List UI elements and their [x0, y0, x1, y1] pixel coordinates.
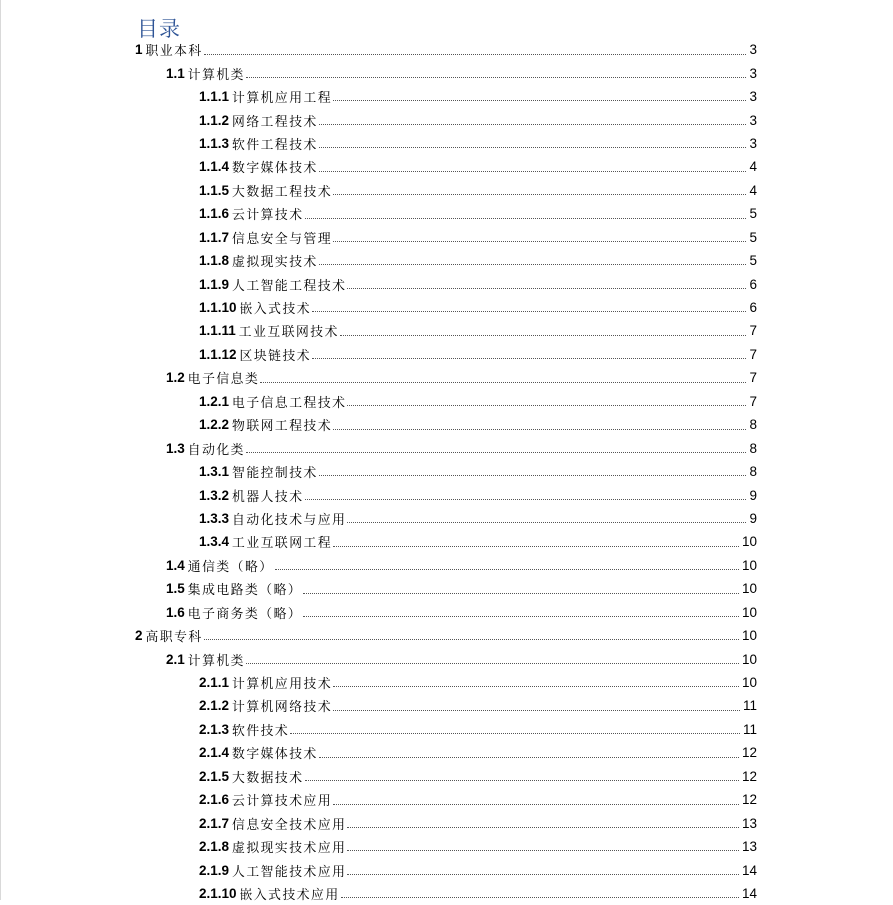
toc-page-number[interactable]: 14 [741, 862, 757, 878]
toc-entry-title[interactable]: 人工智能技术应用 [232, 864, 347, 880]
toc-entry-level-3[interactable] [0, 155, 893, 178]
toc-entry-level-3[interactable] [0, 202, 893, 225]
toc-entry-level-3[interactable] [0, 788, 893, 811]
toc-entry-title[interactable]: 机器人技术 [232, 489, 304, 505]
toc-entry-level-3[interactable] [0, 108, 893, 131]
toc-dot-leader [333, 226, 746, 249]
toc-entry-number: 2.1.10 [199, 885, 237, 901]
toc-entry-number: 2.1.2 [199, 698, 230, 714]
toc-dot-leader [347, 858, 739, 881]
toc-entry-title[interactable]: 计算机应用工程 [232, 91, 333, 107]
toc-dot-leader [204, 38, 746, 61]
toc-entry-number: 2.1.7 [199, 815, 230, 831]
toc-page-number[interactable]: 4 [749, 159, 757, 175]
toc-entry-level-2[interactable] [0, 366, 893, 389]
toc-entry-number: 1.1.8 [199, 253, 230, 269]
toc-entry-title[interactable]: 物联网工程技术 [232, 419, 333, 435]
toc-entry-number: 1.6 [166, 604, 185, 620]
toc-page-number[interactable]: 12 [741, 745, 757, 761]
toc-entry-level-2[interactable] [0, 601, 893, 624]
toc-entry-level-2[interactable] [0, 647, 893, 670]
toc-entry-title[interactable]: 嵌入式技术应用 [239, 887, 340, 903]
toc-entry-number: 1.1.1 [199, 89, 230, 105]
toc-entry-level-3[interactable] [0, 858, 893, 881]
toc-page-number[interactable]: 5 [749, 206, 757, 222]
toc-entry-title[interactable]: 计算机网络技术 [232, 700, 333, 716]
toc-entry-number: 1.3.3 [199, 510, 230, 526]
toc-page-number[interactable]: 10 [741, 534, 757, 550]
toc-entry-number: 2.1.5 [199, 768, 230, 784]
toc-entry-title[interactable]: 电子信息工程技术 [232, 395, 347, 411]
toc-entry-level-3[interactable] [0, 460, 893, 483]
toc-entry-level-3[interactable] [0, 671, 893, 694]
toc-dot-leader [347, 811, 739, 834]
toc-page-number[interactable]: 9 [749, 487, 757, 503]
table-of-contents [0, 38, 893, 905]
toc-entry-number: 2 [135, 628, 143, 644]
toc-entry-title[interactable]: 人工智能工程技术 [232, 278, 347, 294]
toc-dot-leader [305, 483, 746, 506]
toc-entry-number: 2.1 [166, 651, 185, 667]
toc-dot-leader [246, 647, 739, 670]
toc-entry-title[interactable]: 计算机类 [187, 67, 245, 83]
toc-dot-leader [303, 577, 739, 600]
toc-page-number[interactable]: 3 [749, 42, 757, 58]
toc-dot-leader [319, 460, 746, 483]
toc-entry-title[interactable]: 云计算技术 [232, 208, 304, 224]
toc-entry-level-3[interactable] [0, 319, 893, 342]
toc-dot-leader [319, 249, 746, 272]
toc-entry-number: 1.1.7 [199, 229, 230, 245]
toc-entry-level-3[interactable] [0, 718, 893, 741]
toc-dot-leader [319, 155, 746, 178]
toc-entry-number: 1.1.6 [199, 206, 230, 222]
toc-page-number[interactable]: 11 [742, 698, 757, 714]
toc-entry-number: 1.2.2 [199, 417, 230, 433]
toc-entry-title[interactable]: 信息安全与管理 [232, 231, 333, 247]
toc-entry-number: 1.4 [166, 557, 185, 573]
toc-page-number[interactable]: 13 [741, 839, 757, 855]
toc-entry-title[interactable]: 自动化类 [187, 442, 245, 458]
toc-entry-level-2[interactable] [0, 436, 893, 459]
toc-dot-leader [341, 882, 739, 905]
toc-entry-number: 1.1.3 [199, 135, 230, 151]
toc-page-number[interactable]: 3 [749, 112, 757, 128]
toc-dot-leader [275, 554, 739, 577]
toc-page-number[interactable]: 5 [749, 253, 757, 269]
toc-entry-level-3[interactable] [0, 390, 893, 413]
toc-page-number[interactable]: 11 [742, 721, 757, 737]
toc-page-number[interactable]: 8 [749, 417, 757, 433]
toc-entry-level-1[interactable] [0, 38, 893, 61]
toc-entry-level-3[interactable] [0, 765, 893, 788]
toc-entry-title[interactable]: 工业互联网技术 [238, 325, 339, 341]
toc-entry-number: 1.2 [166, 370, 185, 386]
toc-entry-level-3[interactable] [0, 179, 893, 202]
toc-entry-title[interactable]: 职业本科 [145, 44, 203, 60]
toc-entry-title[interactable]: 信息安全技术应用 [232, 817, 347, 833]
toc-page-number[interactable]: 10 [741, 675, 757, 691]
toc-entry-title[interactable]: 工业互联网工程 [232, 536, 333, 552]
toc-dot-leader [333, 671, 739, 694]
toc-dot-leader [290, 718, 740, 741]
toc-entry-title[interactable]: 大数据工程技术 [232, 184, 333, 200]
toc-page-number[interactable]: 6 [749, 300, 757, 316]
toc-entry-number: 2.1.4 [199, 745, 230, 761]
toc-page-number[interactable]: 10 [741, 628, 757, 644]
toc-entry-title[interactable]: 集成电路类（略） [187, 583, 303, 599]
toc-entry-number: 1.1.9 [199, 276, 230, 292]
toc-dot-leader [246, 61, 746, 84]
toc-entry-number: 1.2.1 [199, 393, 230, 409]
toc-dot-leader [246, 436, 746, 459]
toc-entry-title[interactable]: 虚拟现实技术应用 [232, 841, 347, 857]
toc-entry-number: 1.1 [166, 65, 185, 81]
toc-entry-level-3[interactable] [0, 882, 893, 905]
toc-entry-title[interactable]: 通信类（略） [187, 559, 274, 575]
toc-page-number[interactable]: 8 [749, 464, 757, 480]
toc-entry-level-3[interactable] [0, 226, 893, 249]
toc-entry-level-3[interactable] [0, 413, 893, 436]
toc-page-number[interactable]: 14 [741, 885, 757, 901]
toc-entry-title[interactable]: 计算机应用技术 [232, 677, 333, 693]
toc-dot-leader [305, 765, 739, 788]
toc-entry-level-3[interactable] [0, 296, 893, 319]
toc-entry-level-3[interactable] [0, 483, 893, 506]
toc-page-number[interactable]: 13 [741, 815, 757, 831]
toc-entry-level-1[interactable] [0, 624, 893, 647]
toc-dot-leader [347, 272, 746, 295]
toc-entry-number: 1.3 [166, 440, 185, 456]
toc-entry-level-3[interactable] [0, 132, 893, 155]
toc-page-number[interactable]: 10 [741, 581, 757, 597]
toc-entry-level-2[interactable] [0, 61, 893, 84]
toc-page-number[interactable]: 8 [749, 440, 757, 456]
toc-entry-level-3[interactable] [0, 272, 893, 295]
toc-entry-title[interactable]: 区块链技术 [239, 348, 312, 364]
toc-page-number[interactable]: 7 [749, 393, 757, 409]
toc-entry-title[interactable]: 嵌入式技术 [239, 302, 312, 318]
toc-page-number[interactable]: 4 [749, 182, 757, 198]
toc-page-number[interactable]: 9 [749, 510, 757, 526]
toc-entry-title[interactable]: 计算机类 [187, 653, 245, 669]
toc-page-number[interactable]: 3 [749, 135, 757, 151]
toc-entry-level-3[interactable] [0, 811, 893, 834]
toc-entry-level-3[interactable] [0, 530, 893, 553]
toc-dot-leader [333, 788, 739, 811]
toc-dot-leader [333, 413, 746, 436]
toc-page-number[interactable]: 10 [741, 557, 757, 573]
toc-page-number[interactable]: 12 [741, 768, 757, 784]
toc-page-number[interactable]: 12 [741, 792, 757, 808]
toc-dot-leader [347, 835, 739, 858]
toc-entry-title[interactable]: 自动化技术与应用 [232, 512, 347, 528]
toc-entry-number: 1.1.12 [199, 346, 237, 362]
toc-dot-leader [319, 132, 746, 155]
toc-page-number[interactable]: 3 [749, 89, 757, 105]
toc-page-number[interactable]: 10 [741, 604, 757, 620]
toc-entry-level-2[interactable] [0, 577, 893, 600]
toc-page-number[interactable]: 7 [749, 370, 757, 386]
toc-dot-leader [333, 694, 740, 717]
toc-dot-leader [260, 366, 746, 389]
toc-entry-level-2[interactable] [0, 554, 893, 577]
toc-dot-leader [319, 741, 739, 764]
toc-dot-leader [340, 319, 746, 342]
toc-entry-level-3[interactable] [0, 694, 893, 717]
toc-dot-leader [333, 179, 746, 202]
toc-entry-level-3[interactable] [0, 343, 893, 366]
toc-page-number[interactable]: 6 [749, 276, 757, 292]
toc-page-number[interactable]: 10 [741, 651, 757, 667]
toc-dot-leader [204, 624, 739, 647]
toc-dot-leader [347, 390, 746, 413]
toc-entry-level-3[interactable] [0, 85, 893, 108]
toc-entry-title[interactable]: 电子商务类（略） [187, 606, 303, 622]
toc-entry-number: 1.1.4 [199, 159, 230, 175]
toc-entry-title[interactable]: 智能控制技术 [232, 466, 318, 482]
toc-entry-title[interactable]: 电子信息类 [187, 372, 260, 388]
toc-dot-leader [303, 601, 739, 624]
toc-entry-number: 1 [135, 42, 143, 58]
toc-page-number[interactable]: 3 [749, 65, 757, 81]
toc-dot-leader [312, 343, 746, 366]
toc-dot-leader [305, 202, 746, 225]
toc-entry-level-3[interactable] [0, 249, 893, 272]
toc-entry-level-3[interactable] [0, 741, 893, 764]
toc-page-number[interactable]: 7 [749, 323, 757, 339]
toc-entry-level-3[interactable] [0, 835, 893, 858]
toc-entry-number: 2.1.1 [199, 675, 230, 691]
toc-dot-leader [347, 507, 746, 530]
toc-entry-title[interactable]: 大数据技术 [232, 770, 304, 786]
toc-entry-number: 1.1.11 [199, 323, 236, 339]
toc-entry-number: 2.1.6 [199, 792, 230, 808]
toc-entry-title[interactable]: 高职专科 [145, 630, 203, 646]
toc-entry-number: 1.5 [166, 581, 185, 597]
toc-entry-number: 1.3.2 [199, 487, 230, 503]
toc-dot-leader [319, 108, 746, 131]
toc-entry-title[interactable]: 云计算技术应用 [232, 794, 333, 810]
toc-entry-title[interactable]: 软件工程技术 [232, 137, 318, 153]
toc-entry-title[interactable]: 网络工程技术 [232, 114, 318, 130]
toc-entry-number: 1.1.10 [199, 300, 237, 316]
toc-entry-title[interactable]: 虚拟现实技术 [232, 255, 318, 271]
toc-entry-number: 2.1.3 [199, 721, 230, 737]
toc-page-number[interactable]: 7 [749, 346, 757, 362]
toc-entry-number: 1.1.5 [199, 182, 230, 198]
toc-dot-leader [333, 530, 739, 553]
toc-title: 目录 [137, 17, 181, 42]
toc-dot-leader [312, 296, 746, 319]
toc-entry-number: 1.3.4 [199, 534, 230, 550]
toc-entry-level-3[interactable] [0, 507, 893, 530]
toc-dot-leader [333, 85, 746, 108]
toc-entry-title[interactable]: 软件技术 [232, 723, 290, 739]
toc-entry-number: 1.3.1 [199, 464, 230, 480]
toc-entry-number: 1.1.2 [199, 112, 230, 128]
toc-entry-number: 2.1.9 [199, 862, 230, 878]
toc-entry-title[interactable]: 数字媒体技术 [232, 747, 318, 763]
toc-entry-title[interactable]: 数字媒体技术 [232, 161, 318, 177]
toc-entry-number: 2.1.8 [199, 839, 230, 855]
toc-page-number[interactable]: 5 [749, 229, 757, 245]
